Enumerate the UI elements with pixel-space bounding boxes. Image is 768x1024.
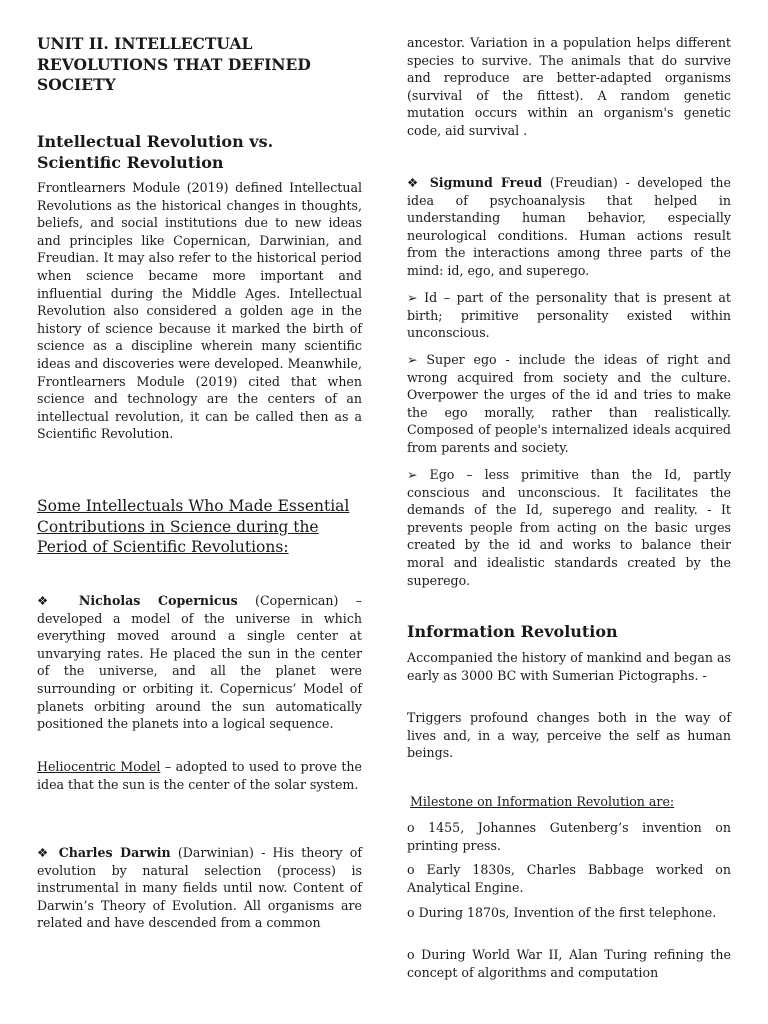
information-paragraph-1: Accompanied the history of mankind and began as early as 3000 BC with Sumerian Pictographs. -: [407, 650, 731, 683]
freud-paragraph: [407, 174, 731, 280]
darwin-continued: ancestor. Variation in a population helps different species to survive. The animals that do survive and reproduce are better-adapted organisms (survival of the fittest). A random genetic mutation occurs within an organism's genetic code, aid survival .: [407, 35, 731, 138]
copernicus-name: Nicholas Copernicus: [78, 593, 238, 608]
darwin-name: Charles Darwin: [58, 845, 171, 860]
information-paragraph-2: Triggers profound changes both in the way of lives and, in a way, perceive the self as human beings.: [407, 710, 731, 761]
milestone-item: o During World War II, Alan Turing refining the concept of algorithms and computation: [407, 947, 731, 980]
information-revolution-title: Information Revolution: [407, 622, 618, 641]
superego-item: ➢ Super ego - include the ideas of right and wrong acquired from society and the culture. Overpower the urges of the id and tries to make the ego morally, rather than realistically. Composed of people's internalized ideals acquired from parents and society.: [407, 352, 731, 455]
milestone-item: o 1455, Johannes Gutenberg’s invention on printing press.: [407, 820, 731, 853]
heliocentric-paragraph: [37, 758, 362, 793]
bullet-icon: ❖: [407, 175, 422, 190]
copernicus-body: (Copernican) – developed a model of the universe in which everything moved around a single center at unvarying rates. He placed the sun in the center of the universe, and all the planet were surrounding or orbiting it. Copernicus’ Model of planets orbiting around the sun automatically positioned the planets into a logical sequence.: [37, 593, 363, 732]
freud-name: Sigmund Freud: [429, 175, 543, 190]
heliocentric-body: – adopted to used to prove the idea that the sun is the center of the solar system.: [37, 759, 362, 792]
darwin-body: (Darwinian) - His theory of evolution by natural selection (process) is instrumental in many fields until now. Content of Darwin’s Theory of Evolution. All organisms are related and have descended from a common: [37, 845, 362, 931]
milestone-item: o During 1870s, Invention of the first telephone.: [407, 905, 717, 920]
section-body-intellectual-revolution: Frontlearners Module (2019) defined Intellectual Revolutions as the historical changes in thoughts, beliefs, and social institutions due to new ideas and principles like Copernican, Darwinian, and Freudian. It may also refer to the historical period when science became more important and influential during the Middle Ages. Intellectual Revolution also considered a golden age in the history of science because it marked the birth of science as a discipline wherein many scientific ideas and discoveries were developed. Meanwhile, Frontlearners Module (2019) cited that when science and technology are the centers of an intellectual revolution, it can be called then as a Scientific Revolution.: [37, 180, 362, 442]
copernicus-paragraph: [37, 592, 362, 733]
darwin-paragraph: [37, 844, 362, 932]
ego-item: ➢ Ego – less primitive than the Id, partly conscious and unconscious. It facilitates the demands of the Id, superego and reality. - It prevents people from acting on the basic urges created by the id and works to balance their moral and idealistic standards created by the superego.: [407, 467, 731, 588]
heliocentric-term: Heliocentric Model: [37, 759, 161, 774]
milestone-item: o Early 1830s, Charles Babbage worked on Analytical Engine.: [407, 862, 731, 895]
bullet-icon: ❖: [37, 593, 62, 608]
unit-title: UNIT II. INTELLECTUAL REVOLUTIONS THAT DEFINED SOCIETY: [37, 34, 311, 94]
section-title-intellectuals: Some Intellectuals Who Made Essential Contributions in Science during the Period of Scientific Revolutions:: [37, 497, 350, 556]
milestone-title: Milestone on Information Revolution are:: [410, 794, 675, 809]
freud-body: (Freudian) - developed the idea of psychoanalysis that helped in understanding human behavior, especially neurological conditions. Human actions result from the interactions among three parts of the mind: id, ego, and superego.: [407, 175, 731, 278]
id-item: ➢ Id – part of the personality that is present at birth; primitive personality existed within unconscious.: [407, 290, 731, 341]
section-title-intellectual-vs-scientific: Intellectual Revolution vs. Scientific Revolution: [37, 132, 274, 172]
bullet-icon: ❖: [37, 845, 52, 860]
